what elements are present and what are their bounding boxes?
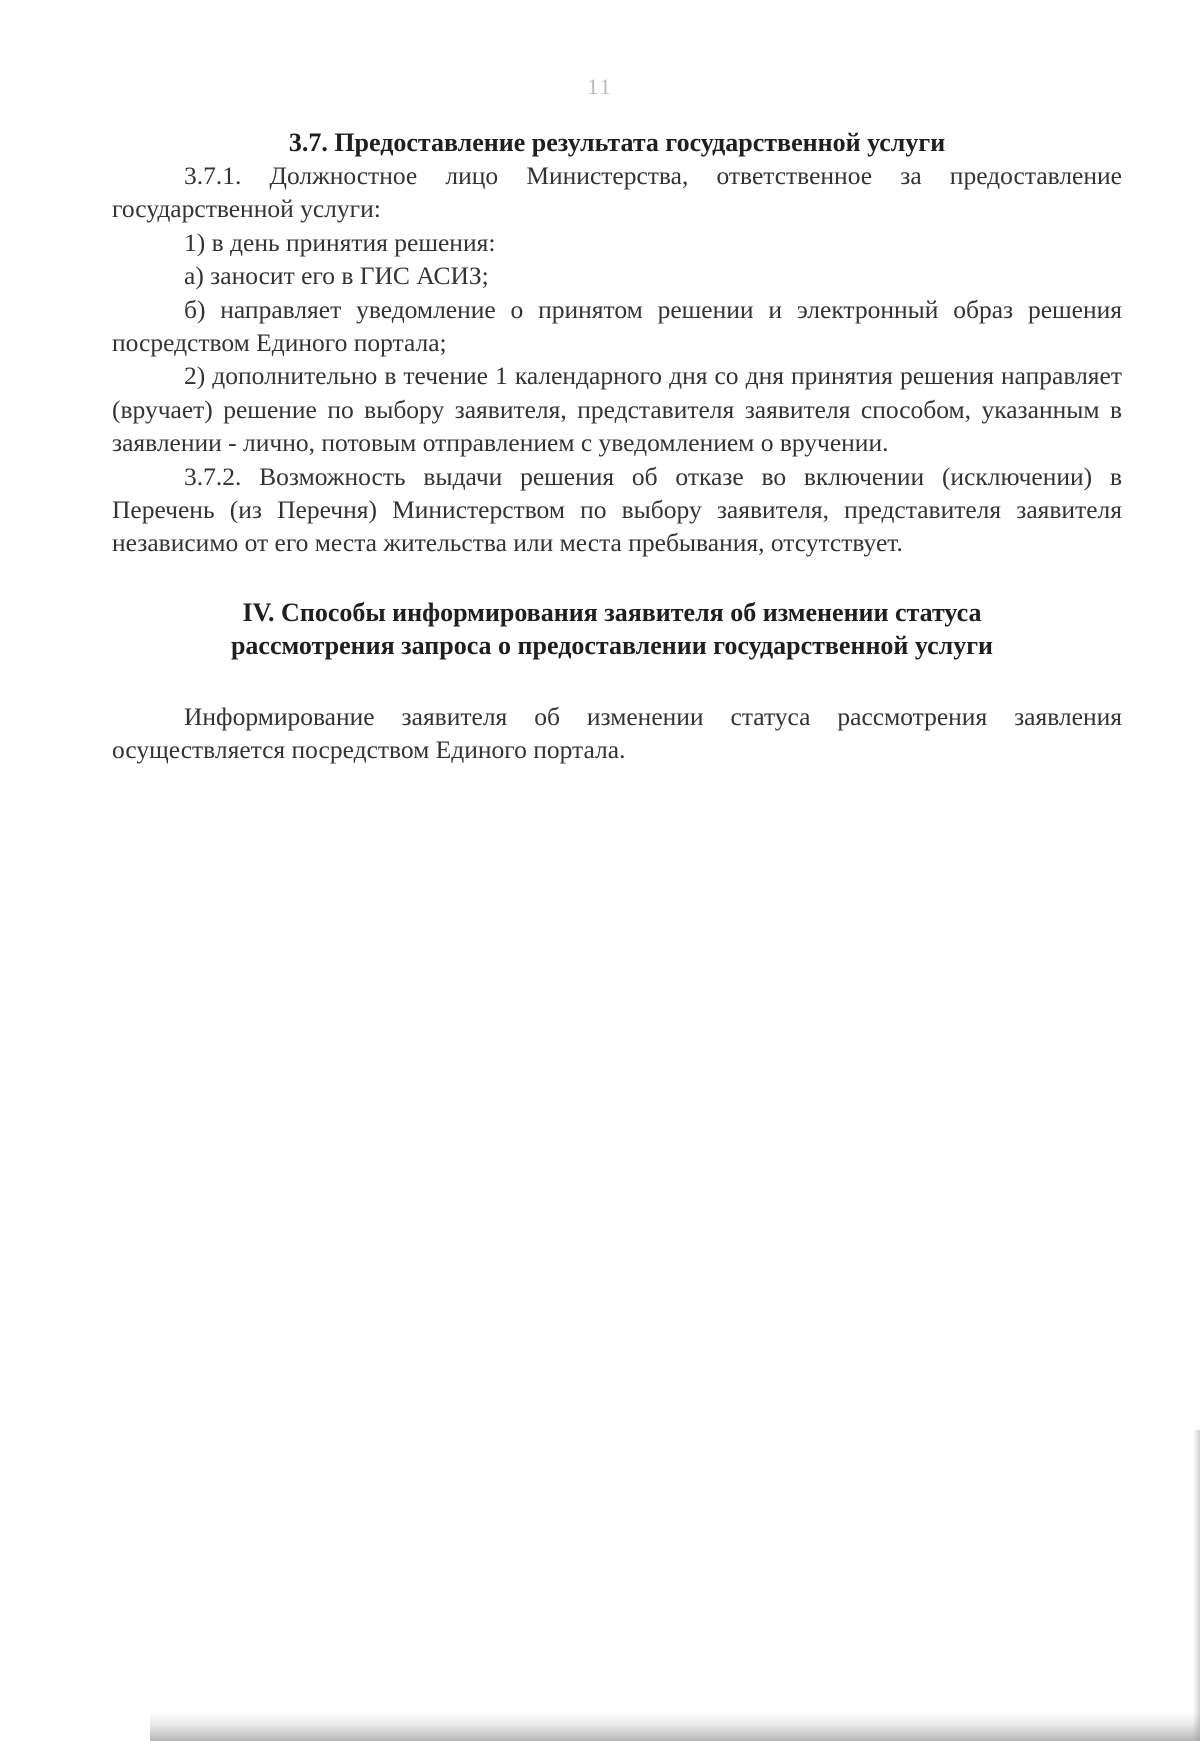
scan-edge-shadow-right [1193, 1430, 1200, 1741]
section-4-heading-line-2: рассмотрения запроса о предоставлении государственной услуги [230, 630, 994, 660]
list-item-b: б) направляет уведомление о принятом решении и электронный образ решения посредством Единого портала; [112, 294, 1122, 358]
section-4-paragraph: Информирование заявителя об изменении статуса рассмотрения заявления осуществляется посредством Единого портала. [112, 701, 1122, 765]
section-3-7-heading: 3.7. Предоставление результата государственной услуги [288, 128, 946, 157]
page-number: 11 [587, 74, 613, 99]
paragraph-3-7-1: 3.7.1. Должностное лицо Министерства, ответственное за предоставление государственной услуги: [112, 161, 1122, 224]
paragraph-3-7-2: 3.7.2. Возможность выдачи решения об отказе во включении (исключении) в Перечень (из Перечня) Министерством по выбору заявителя, представителя заявителя независимо от его места жительства или места пребывания, отсутствует. [112, 461, 1122, 558]
list-item-1: 1) в день принятия решения: [184, 227, 496, 257]
section-4-heading-line-1: IV. Способы информирования заявителя об изменении статуса [242, 597, 982, 627]
document-body [112, 126, 1122, 767]
section-4-heading-block [112, 596, 1122, 662]
list-item-a: а) заносит его в ГИС АСИЗ; [184, 261, 489, 291]
scan-edge-shadow-bottom [150, 1712, 1200, 1741]
list-item-2: 2) дополнительно в течение 1 календарного дня со дня принятия решения направляет (вручает) решение по выбору заявителя, представителя заявителя способом, указанным в заявлении - лично, потовым отправлением с уведомлением о вручении. [112, 361, 1122, 458]
spacer [112, 662, 1122, 700]
